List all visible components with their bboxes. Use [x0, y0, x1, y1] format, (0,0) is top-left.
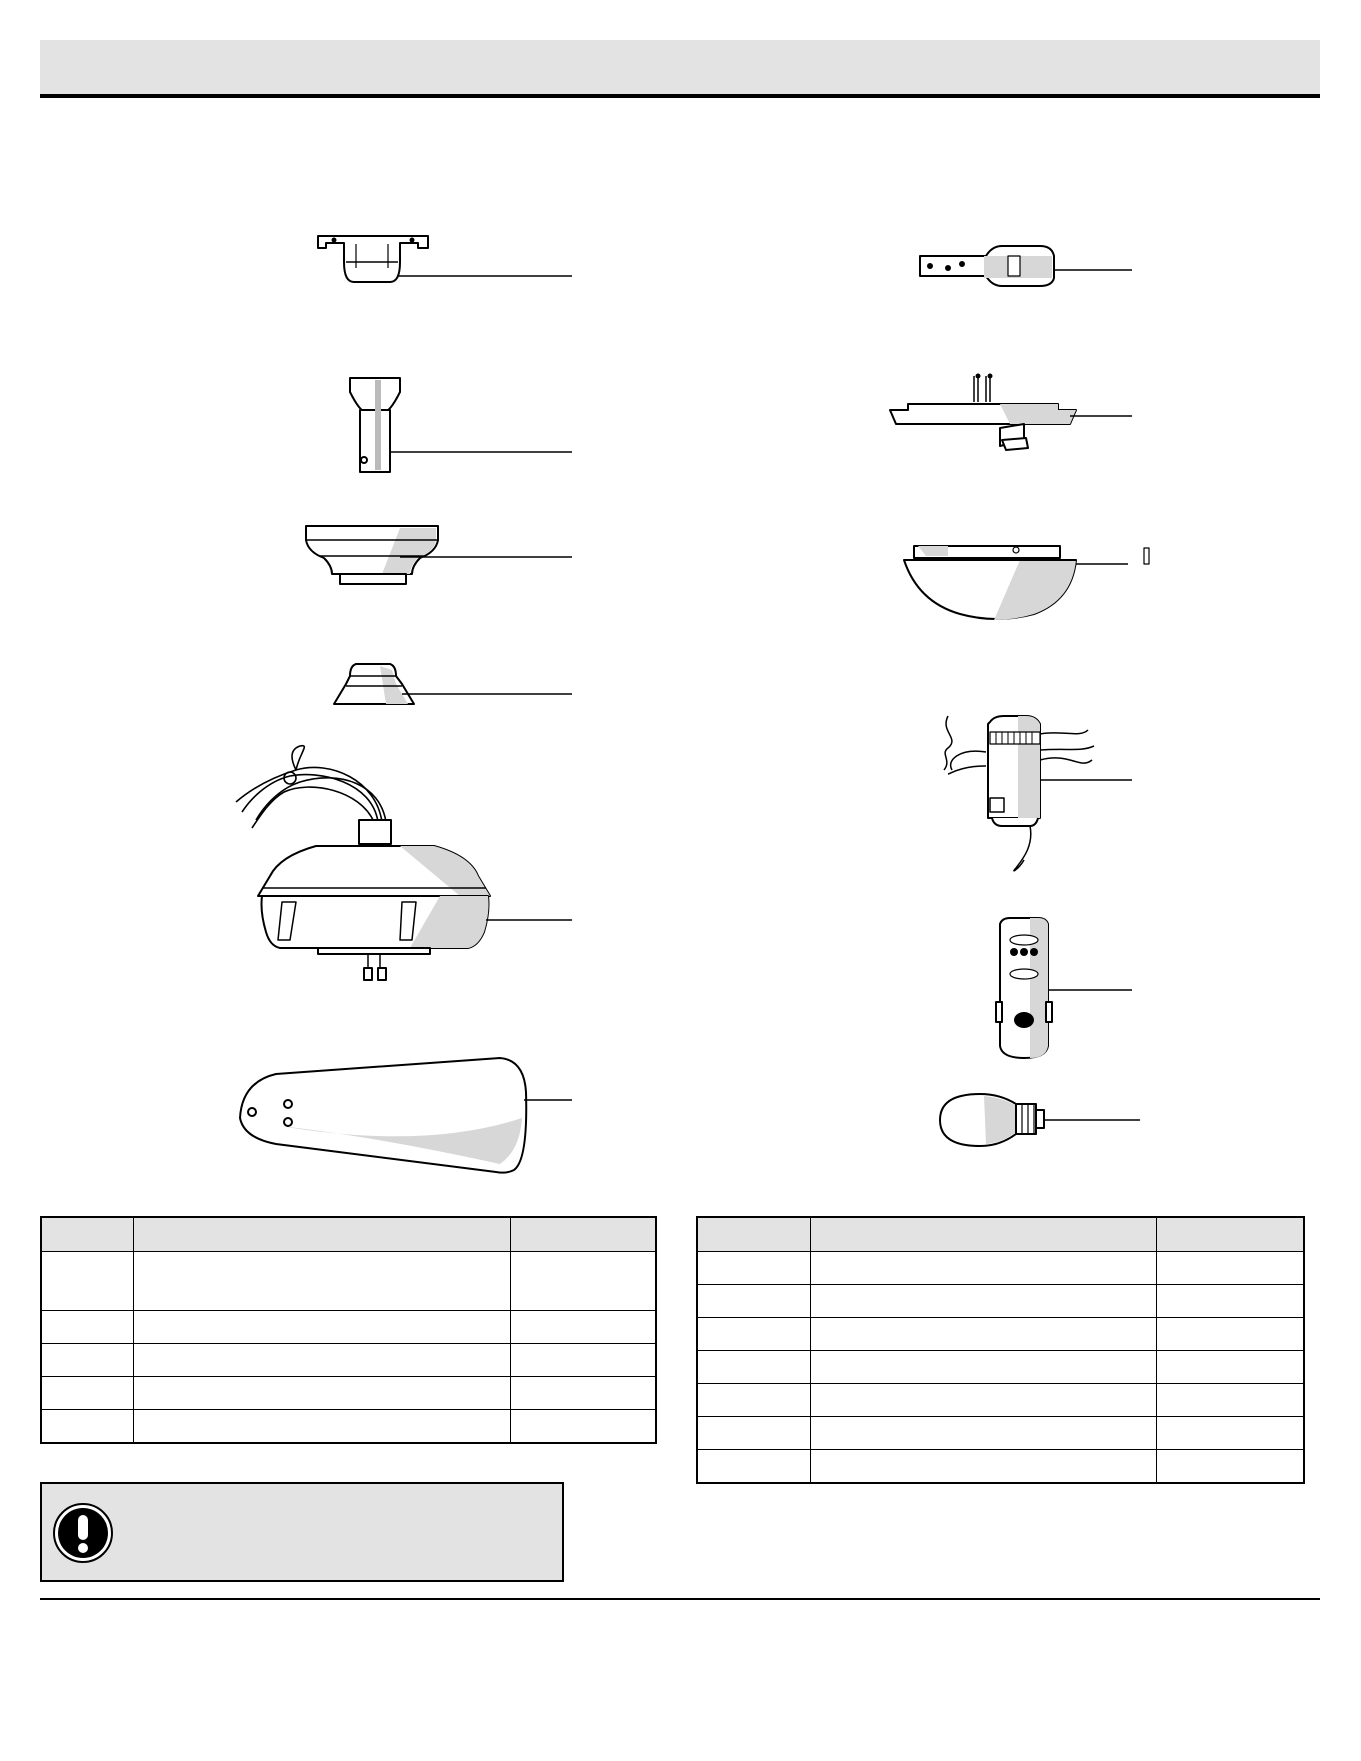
table-cell — [811, 1285, 1157, 1318]
table-cell — [811, 1450, 1157, 1484]
table-cell — [1156, 1351, 1304, 1384]
table-cell — [41, 1410, 134, 1444]
table-cell — [697, 1384, 811, 1417]
table-cell — [697, 1252, 811, 1285]
blade-arm-drawing — [920, 246, 1132, 286]
table-cell — [1156, 1318, 1304, 1351]
column-header-part — [41, 1217, 134, 1252]
notice-box — [40, 1482, 564, 1582]
column-header-quantity — [1156, 1217, 1304, 1252]
table-cell — [1156, 1252, 1304, 1285]
table-cell — [510, 1344, 656, 1377]
table-cell — [811, 1318, 1157, 1351]
receiver-drawing — [944, 716, 1132, 871]
table-row — [697, 1318, 1304, 1351]
glass-shade-drawing — [904, 546, 1149, 620]
blade-drawing — [240, 1058, 572, 1173]
light-bulb-drawing — [940, 1094, 1140, 1146]
table-row — [41, 1344, 656, 1377]
parts-table-left — [40, 1216, 657, 1444]
table-row — [697, 1285, 1304, 1318]
table-cell — [1156, 1285, 1304, 1318]
table-header-row — [41, 1217, 656, 1252]
table-cell — [41, 1377, 134, 1410]
table-cell — [1156, 1417, 1304, 1450]
table-row — [697, 1351, 1304, 1384]
table-cell — [1156, 1384, 1304, 1417]
table-cell — [134, 1344, 511, 1377]
column-header-part — [697, 1217, 811, 1252]
exclamation-icon — [52, 1502, 114, 1564]
table-cell — [41, 1311, 134, 1344]
table-cell — [134, 1252, 511, 1311]
column-header-quantity — [510, 1217, 656, 1252]
motor-assembly-drawing — [236, 746, 386, 828]
downrod-drawing — [350, 378, 572, 472]
table-row — [41, 1377, 656, 1410]
table-cell — [134, 1311, 511, 1344]
table-cell — [41, 1344, 134, 1377]
table-cell — [41, 1252, 134, 1311]
table-cell — [697, 1450, 811, 1484]
column-header-description — [811, 1217, 1157, 1252]
remote-control-drawing — [996, 918, 1132, 1058]
table-row — [41, 1252, 656, 1311]
table-cell — [134, 1377, 511, 1410]
table-cell — [811, 1384, 1157, 1417]
table-cell — [697, 1351, 811, 1384]
column-header-description — [134, 1217, 511, 1252]
coupling-cover-drawing — [334, 664, 572, 704]
mounting-bracket-drawing — [318, 236, 572, 282]
footer-rule — [40, 1598, 1320, 1600]
table-cell — [510, 1410, 656, 1444]
table-row — [41, 1410, 656, 1444]
table-cell — [697, 1318, 811, 1351]
canopy-drawing — [306, 526, 572, 584]
table-row — [697, 1252, 1304, 1285]
table-cell — [697, 1417, 811, 1450]
table-cell — [1156, 1450, 1304, 1484]
table-header-row — [697, 1217, 1304, 1252]
light-kit-plate-drawing — [890, 374, 1132, 451]
table-cell — [811, 1252, 1157, 1285]
table-row — [697, 1384, 1304, 1417]
table-row — [697, 1450, 1304, 1484]
table-cell — [134, 1410, 511, 1444]
parts-table-right — [696, 1216, 1305, 1484]
table-cell — [510, 1252, 656, 1311]
table-row — [41, 1311, 656, 1344]
table-cell — [811, 1351, 1157, 1384]
table-cell — [510, 1311, 656, 1344]
motor-housing-drawing — [258, 820, 572, 980]
table-cell — [510, 1377, 656, 1410]
table-cell — [697, 1285, 811, 1318]
table-cell — [811, 1417, 1157, 1450]
table-row — [697, 1417, 1304, 1450]
